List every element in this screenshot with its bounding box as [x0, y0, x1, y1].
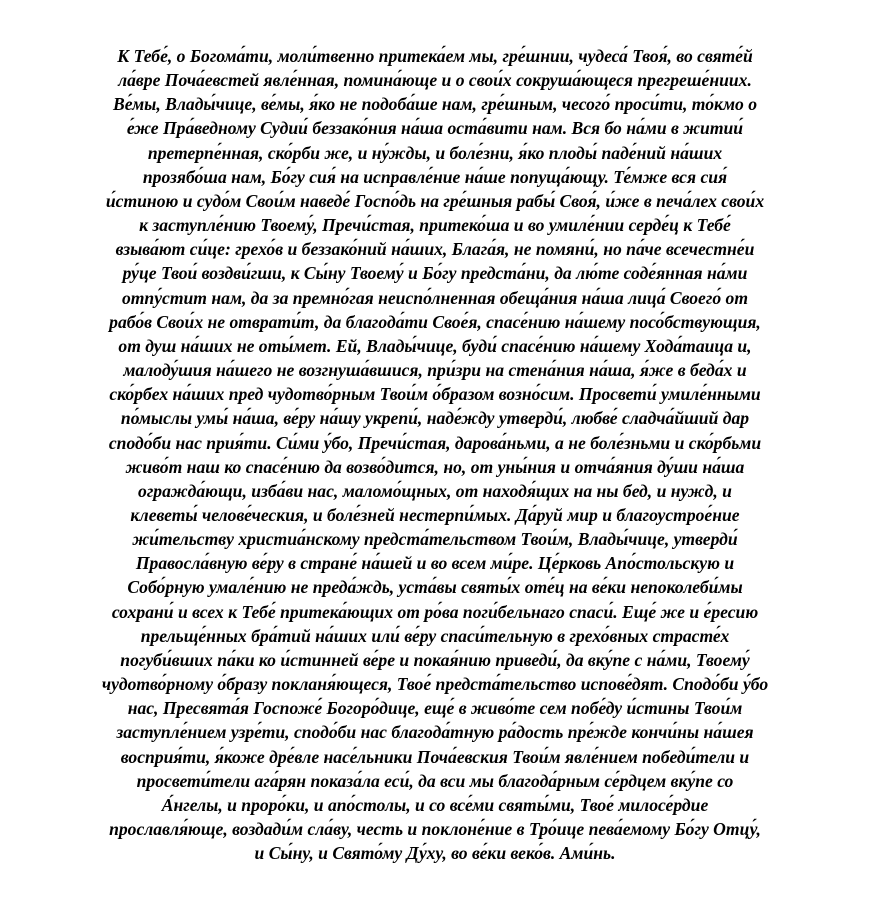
prayer-line: и Сы́ну, и Свято́му Ду́ху, во ве́ки веко́в. Ами́нь. [254, 843, 616, 864]
prayer-line: от душ на́ших не оты́мет. Ей, Влады́чице, буди́ спасе́нию на́шему Хода́таица и, [118, 335, 752, 356]
prayer-line: К Тебе́, о Богома́ти, моли́твенно притека́ем мы, гре́шнии, чудеса́ Твоя́, во святе́й [117, 46, 753, 66]
prayer-line: нас, Пресвята́я Госпоже́ Богоро́дице, еще́ в живо́те сем побе́ду и́стины Твои́м [127, 698, 743, 719]
prayer-line: прозябо́ша нам, Бо́гу сия́ на исправле́ние на́ше попуща́ющу. Те́мже вся сия́ [142, 166, 728, 187]
prayer-line: Ве́мы, Влады́чице, ве́мы, я́ко не подоба́ше нам, гре́шным, чесого́ проси́ти, то́кмо о [112, 94, 758, 115]
prayer-line: клеветы́ челове́ческия, и боле́зней нестерпи́мых. Да́руй мир и благоустрое́ние [130, 504, 740, 525]
prayer-line: Собо́рную умале́нию не преда́ждь, уста́вы святы́х оте́ц на ве́ки непоколеби́мы [127, 577, 743, 598]
prayer-line: ла́вре Поча́евстей явле́нная, помина́юще и о свои́х сокруша́ющеся прегреше́ниих. [118, 70, 752, 91]
prayer-line: просвети́тели ага́рян показа́ла еси́, да вси мы благода́рным се́рдцем вку́пе со [136, 770, 734, 791]
prayer-line: отпу́стит нам, да за премно́гая неиспо́лненная обеща́ния на́ша лица́ Своего́ от [121, 287, 749, 308]
prayer-line: взыва́ют си́це: грехо́в и беззако́ний на́ших, Блага́я, не помяни́, но па́че всечестне́и [115, 239, 755, 260]
prayer-line: сохрани́ и всех к Тебе́ притека́ющих от ро́ва поги́бельнаго спаси́. Еще́ же и е́ресию [111, 601, 759, 622]
prayer-line: чудотво́рному о́бразу покланя́ющеся, Твое́ предста́тельство испове́дят. Сподо́би у́бо [101, 674, 769, 695]
prayer-line: ру́це Твои́ воздви́гши, к Сы́ну Твоему́ и Бо́гу предста́ни, да лю́те соде́янная на́ми [122, 263, 748, 284]
prayer-line: живо́т наш ко спасе́нию да возво́дится, но, от уны́ния и отча́яния ду́ши на́ша [125, 456, 745, 477]
prayer-line: прельще́нных бра́тий на́ших или́ ве́ру спаси́тельную в грехо́вных страсте́х [140, 625, 730, 646]
prayer-line: рабо́в Свои́х не отврати́т, да благода́ти Свое́я, спасе́нию на́шему посо́бствующия, [109, 311, 761, 332]
prayer-line: жи́тельству христиа́нскому предста́тельством Твои́м, Влады́чице, утверди́ [132, 529, 738, 550]
prayer-line: по́мыслы умы́ на́ша, ве́ру на́шу укрепи́, наде́жду утверди́, любве́ сладча́йший дар [120, 408, 750, 429]
prayer-line: и́стиною и судо́м Свои́м наведе́ Госпо́дь на гре́шныя рабы́ Своя́, и́же в печа́лех свои́х [105, 190, 765, 211]
prayer-line: восприя́ти, я́коже дре́вле насе́льники Поча́евския Твои́м явле́нием победи́тели и [120, 746, 750, 767]
prayer-line: претерпе́нная, ско́рби же, и ну́жды, и боле́зни, я́ко плоды́ паде́ний на́ших [147, 142, 723, 163]
prayer-line: ско́рбех на́ших пред чудотво́рным Твои́м о́бразом возно́сим. Просвети́ умиле́нными [109, 384, 761, 405]
prayer-line: А́нгелы, и проро́ки, и апо́столы, и со все́ми святы́ми, Твое́ милосе́рдие [161, 794, 709, 815]
prayer-text [40, 44, 830, 865]
prayer-line: к заступле́нию Твоему́, Пречи́стая, притеко́ша и во умиле́нии серде́ц к Тебе́ [139, 215, 731, 236]
prayer-line: погуби́вших па́ки ко и́стинней ве́ре и покая́нию приведи́, да вку́пе с на́ми, Твоему́ [120, 649, 750, 670]
prayer-line: е́же Пра́ведному Судии́ беззако́ния на́ша оста́вити нам. Вся бо на́ми в житии́ [126, 118, 744, 139]
prayer-line: сподо́би нас прия́ти. Си́ми у́бо, Пречи́стая, дарова́ньми, а не боле́зньми и ско́рбьми [108, 432, 762, 453]
prayer-line: заступле́нием узре́ти, сподо́би нас благода́тную ра́дость пре́жде кончи́ны на́шея [116, 722, 754, 743]
prayer-line: прославля́юще, воздади́м сла́ву, честь и поклоне́ние в Тро́ице пева́емому Бо́гу Отцу́, [109, 819, 761, 839]
prayer-line: Правосла́вную ве́ру в стране́ на́шей и во всем ми́ре. Це́рковь Апо́стольскую и [135, 553, 735, 574]
prayer-line: огражда́ющи, изба́ви нас, маломо́щных, от находя́щих на ны бед, и нужд, и [138, 480, 732, 501]
prayer-line: малоду́шия на́шего не возгнуша́вшися, при́зри на стена́ния на́ша, я́же в беда́х и [123, 360, 747, 381]
